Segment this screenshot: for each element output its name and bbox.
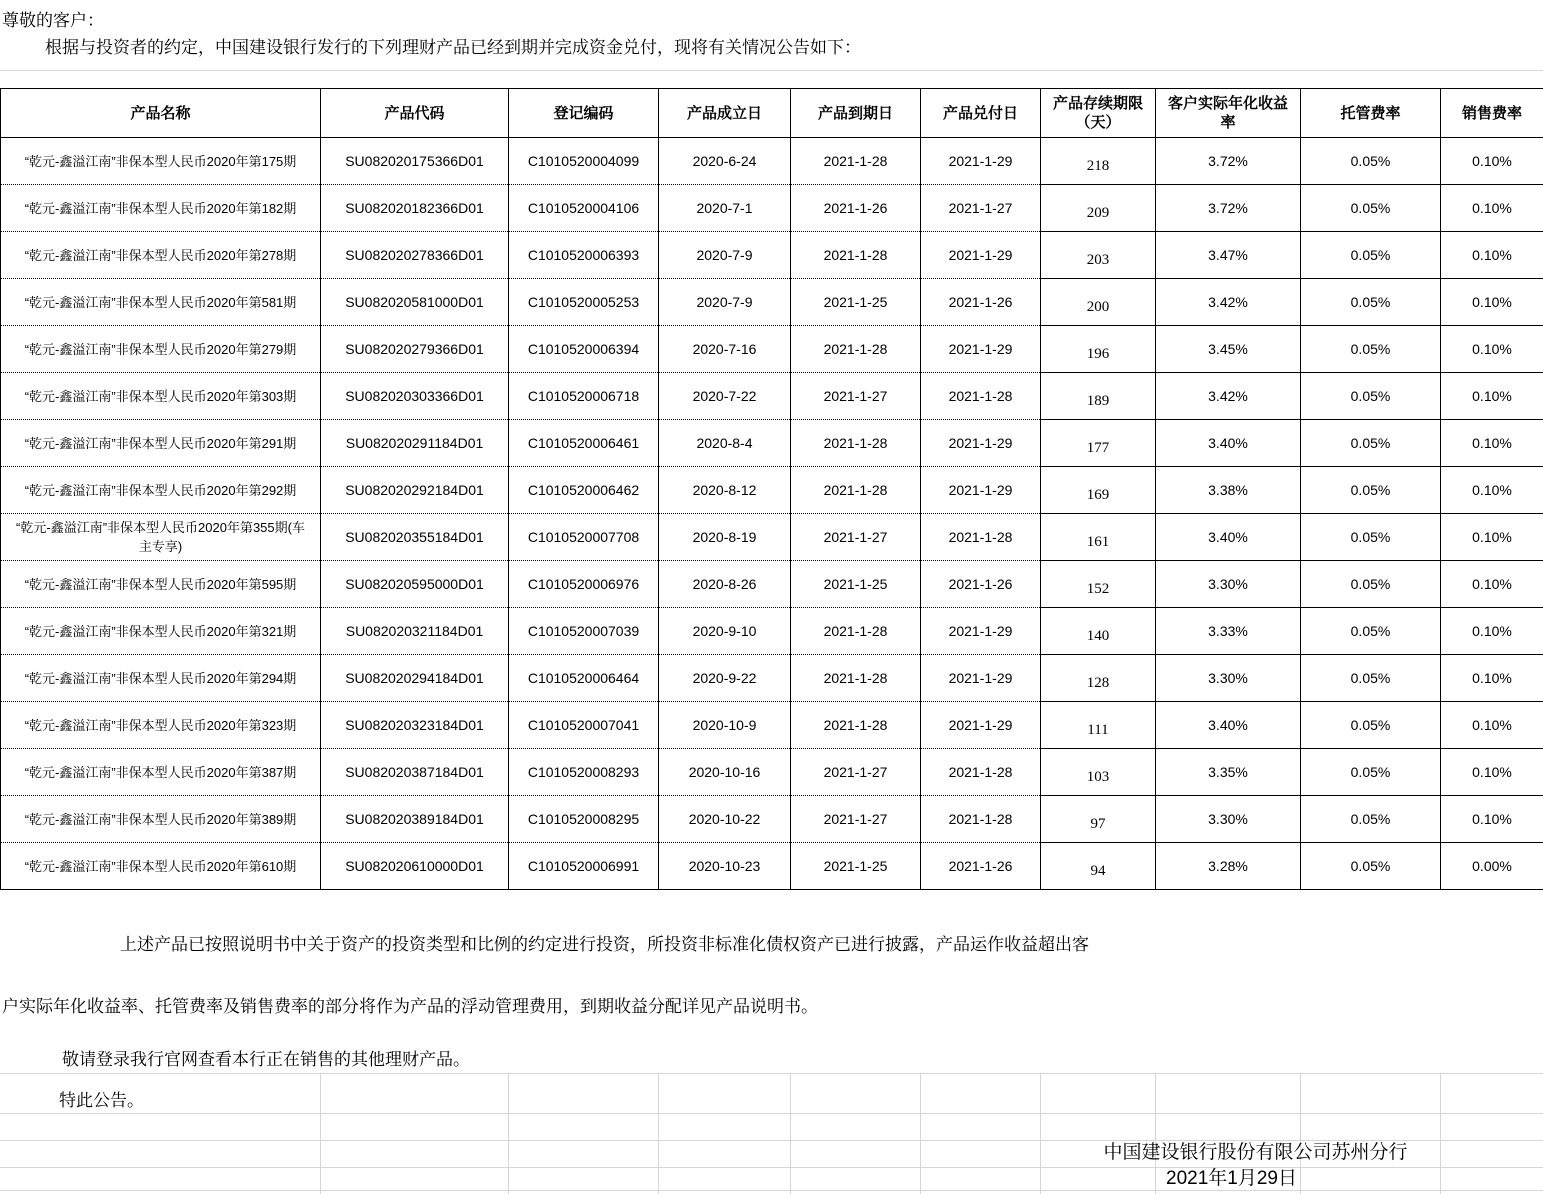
table-cell: 0.10% [1441,749,1543,796]
table-cell: C1010520004106 [509,185,659,232]
table-header-row [1,89,1543,138]
table-row [1,796,1543,843]
table-cell: 2020-8-4 [659,420,791,467]
table-cell: “乾元-鑫溢江南”非保本型人民币2020年第303期 [1,373,321,420]
table-cell: C1010520006991 [509,843,659,890]
table-row [1,702,1543,749]
table-cell: 2021-1-28 [921,749,1041,796]
table-cell: 196 [1041,326,1156,373]
column-header: 产品成立日 [659,89,791,138]
table-row [1,843,1543,890]
table-cell: 2020-6-24 [659,138,791,185]
table-cell: 3.40% [1156,420,1301,467]
table-cell: 0.05% [1301,796,1441,843]
gridline [320,1073,321,1194]
table-cell: 2021-1-27 [921,185,1041,232]
table-row [1,373,1543,420]
table-cell: 203 [1041,232,1156,279]
column-header: 客户实际年化收益率 [1156,89,1301,138]
table-cell: 152 [1041,561,1156,608]
column-header: 产品存续期限（天） [1041,89,1156,138]
table-cell: 3.47% [1156,232,1301,279]
table-cell: 3.40% [1156,702,1301,749]
table-cell: 0.10% [1441,608,1543,655]
table-cell: 2021-1-28 [791,326,921,373]
table-cell: SU082020610000D01 [321,843,509,890]
table-cell: 2020-8-12 [659,467,791,514]
table-row [1,514,1543,561]
table-cell: 2021-1-26 [791,185,921,232]
table-cell: 2021-1-28 [791,467,921,514]
signature-block [920,1139,1543,1191]
table-cell: 2021-1-27 [791,373,921,420]
table-cell: 2020-9-10 [659,608,791,655]
column-header: 产品兑付日 [921,89,1041,138]
table-cell: 0.05% [1301,514,1441,561]
table-cell: 2021-1-29 [921,467,1041,514]
table-row [1,749,1543,796]
table-cell: 97 [1041,796,1156,843]
table-cell: 189 [1041,373,1156,420]
table-cell: 0.05% [1301,843,1441,890]
table-cell: 0.05% [1301,185,1441,232]
table-cell: SU082020279366D01 [321,326,509,373]
table-cell: 3.45% [1156,326,1301,373]
table-cell: 3.38% [1156,467,1301,514]
table-cell: SU082020323184D01 [321,702,509,749]
gridline [0,70,1543,71]
table-cell: 0.10% [1441,561,1543,608]
table-cell: 3.28% [1156,843,1301,890]
table-cell: C1010520007708 [509,514,659,561]
column-header: 产品名称 [1,89,321,138]
table-cell: “乾元-鑫溢江南”非保本型人民币2020年第294期 [1,655,321,702]
table-cell: “乾元-鑫溢江南”非保本型人民币2020年第321期 [1,608,321,655]
table-cell: 0.10% [1441,232,1543,279]
table-cell: C1010520005253 [509,279,659,326]
table-cell: SU082020389184D01 [321,796,509,843]
table-cell: C1010520006464 [509,655,659,702]
table-row [1,279,1543,326]
table-cell: 0.05% [1301,279,1441,326]
table-row [1,420,1543,467]
table-cell: 3.40% [1156,514,1301,561]
table-cell: SU082020175366D01 [321,138,509,185]
table-cell: 177 [1041,420,1156,467]
table-cell: 2021-1-28 [791,608,921,655]
table-cell: SU082020278366D01 [321,232,509,279]
table-cell: 2021-1-29 [921,326,1041,373]
table-cell: 111 [1041,702,1156,749]
table-cell: 0.05% [1301,232,1441,279]
table-cell: 0.10% [1441,373,1543,420]
table-cell: C1010520006393 [509,232,659,279]
column-header: 产品到期日 [791,89,921,138]
table-row [1,467,1543,514]
table-cell: 2021-1-28 [791,420,921,467]
table-cell: 2021-1-26 [921,561,1041,608]
table-row [1,138,1543,185]
table-cell: SU082020355184D01 [321,514,509,561]
table-cell: 2021-1-28 [921,514,1041,561]
table-cell: 2021-1-25 [791,279,921,326]
table-cell: C1010520008295 [509,796,659,843]
column-header: 产品代码 [321,89,509,138]
table-cell: SU082020291184D01 [321,420,509,467]
table-cell: 0.10% [1441,702,1543,749]
table-cell: 3.42% [1156,279,1301,326]
table-cell: 0.10% [1441,796,1543,843]
table-cell: 94 [1041,843,1156,890]
table-cell: 2020-7-9 [659,232,791,279]
footer-paragraph-line1: 上述产品已按照说明书中关于资产的投资类型和比例的约定进行投资，所投资非标准化债权资产已进行披露，产品运作收益超出客 [120,935,1089,954]
table-cell: 0.10% [1441,420,1543,467]
table-cell: 2021-1-29 [921,232,1041,279]
table-cell: 2021-1-27 [791,514,921,561]
table-row [1,185,1543,232]
table-cell: SU082020581000D01 [321,279,509,326]
table-cell: 2021-1-29 [921,138,1041,185]
table-cell: 0.10% [1441,138,1543,185]
table-cell: SU082020595000D01 [321,561,509,608]
table-cell: C1010520008293 [509,749,659,796]
table-cell: 0.10% [1441,279,1543,326]
table-cell: “乾元-鑫溢江南”非保本型人民币2020年第610期 [1,843,321,890]
table-cell: 2021-1-26 [921,843,1041,890]
footer-note-line: 敬请登录我行官网查看本行正在销售的其他理财产品。 [62,1050,470,1069]
table-cell: 103 [1041,749,1156,796]
table-row [1,561,1543,608]
table-cell: 2020-10-22 [659,796,791,843]
table-cell: 0.05% [1301,561,1441,608]
table-cell: 2021-1-25 [791,843,921,890]
table-cell: “乾元-鑫溢江南”非保本型人民币2020年第291期 [1,420,321,467]
table-cell: 3.30% [1156,561,1301,608]
table-cell: 161 [1041,514,1156,561]
table-cell: 2020-10-9 [659,702,791,749]
table-cell: 3.35% [1156,749,1301,796]
table-cell: 2021-1-27 [791,749,921,796]
table-cell: “乾元-鑫溢江南”非保本型人民币2020年第175期 [1,138,321,185]
table-cell: 0.05% [1301,420,1441,467]
greeting-line: 尊敬的客户： [2,11,104,30]
table-cell: 2020-8-19 [659,514,791,561]
table-cell: 2021-1-25 [791,561,921,608]
table-cell: “乾元-鑫溢江南”非保本型人民币2020年第278期 [1,232,321,279]
table-cell: 2020-7-16 [659,326,791,373]
table-cell: 2021-1-28 [921,373,1041,420]
table-cell: SU082020294184D01 [321,655,509,702]
table-cell: “乾元-鑫溢江南”非保本型人民币2020年第595期 [1,561,321,608]
table-cell: C1010520006461 [509,420,659,467]
table-cell: 0.05% [1301,702,1441,749]
gridline [658,1073,659,1194]
table-cell: 0.05% [1301,138,1441,185]
table-cell: “乾元-鑫溢江南”非保本型人民币2020年第323期 [1,702,321,749]
table-cell: 2020-10-23 [659,843,791,890]
table-cell: 2021-1-28 [791,138,921,185]
table-cell: 0.05% [1301,749,1441,796]
table-cell: C1010520006462 [509,467,659,514]
table-cell: “乾元-鑫溢江南”非保本型人民币2020年第581期 [1,279,321,326]
table-cell: 3.33% [1156,608,1301,655]
table-cell: 200 [1041,279,1156,326]
table-cell: 2020-8-26 [659,561,791,608]
table-cell: 169 [1041,467,1156,514]
signature-date: 2021年1月29日 [1166,1168,1297,1189]
table-cell: 0.10% [1441,467,1543,514]
gridline [790,1073,791,1194]
table-row [1,326,1543,373]
table-row [1,232,1543,279]
table-cell: 3.42% [1156,373,1301,420]
table-cell: “乾元-鑫溢江南”非保本型人民币2020年第387期 [1,749,321,796]
table-row [1,608,1543,655]
gridline [0,1073,1543,1074]
table-cell: SU082020292184D01 [321,467,509,514]
table-cell: 128 [1041,655,1156,702]
table-cell: 3.72% [1156,138,1301,185]
table-cell: 218 [1041,138,1156,185]
table-cell: 0.05% [1301,655,1441,702]
table-cell: 0.10% [1441,655,1543,702]
table-cell: C1010520004099 [509,138,659,185]
table-cell: 0.10% [1441,185,1543,232]
table-cell: C1010520006718 [509,373,659,420]
table-cell: 2020-7-1 [659,185,791,232]
table-cell: C1010520006394 [509,326,659,373]
table-cell: 2021-1-29 [921,655,1041,702]
table-cell: 3.72% [1156,185,1301,232]
table-cell: 2021-1-29 [921,702,1041,749]
table-cell: 2021-1-27 [791,796,921,843]
table-cell: 2021-1-26 [921,279,1041,326]
footer-closing-line: 特此公告。 [59,1091,144,1110]
footer-paragraph-line2: 户实际年化收益率、托管费率及销售费率的部分将作为产品的浮动管理费用，到期收益分配详见产品说明书。 [2,997,818,1016]
table-cell: 2021-1-28 [791,702,921,749]
table-cell: SU082020321184D01 [321,608,509,655]
table-cell: 2021-1-28 [791,655,921,702]
column-header: 登记编码 [509,89,659,138]
table-cell: 0.10% [1441,326,1543,373]
table-cell: 3.30% [1156,796,1301,843]
gridline [0,1113,1543,1114]
products-table [0,88,1543,890]
table-cell: 2020-7-9 [659,279,791,326]
table-cell: SU082020182366D01 [321,185,509,232]
table-cell: 2021-1-29 [921,608,1041,655]
table-cell: C1010520007039 [509,608,659,655]
column-header: 销售费率 [1441,89,1543,138]
table-cell: 0.05% [1301,373,1441,420]
intro-line: 根据与投资者的约定，中国建设银行发行的下列理财产品已经到期并完成资金兑付，现将有关情况公告如下： [45,38,861,57]
table-cell: 3.30% [1156,655,1301,702]
table-cell: 2020-7-22 [659,373,791,420]
table-cell: 0.05% [1301,608,1441,655]
table-cell: “乾元-鑫溢江南”非保本型人民币2020年第279期 [1,326,321,373]
table-cell: 209 [1041,185,1156,232]
table-cell: 0.05% [1301,467,1441,514]
table-cell: 0.10% [1441,514,1543,561]
column-header: 托管费率 [1301,89,1441,138]
table-cell: C1010520006976 [509,561,659,608]
table-cell: C1010520007041 [509,702,659,749]
table-cell: “乾元-鑫溢江南”非保本型人民币2020年第292期 [1,467,321,514]
signature-company: 中国建设银行股份有限公司苏州分行 [1103,1142,1408,1163]
table-cell: 2020-9-22 [659,655,791,702]
table-cell: 2021-1-29 [921,420,1041,467]
table-cell: SU082020387184D01 [321,749,509,796]
table-cell: “乾元-鑫溢江南”非保本型人民币2020年第182期 [1,185,321,232]
table-cell: “乾元-鑫溢江南”非保本型人民币2020年第355期(车主专享) [1,514,321,561]
table-cell: SU082020303366D01 [321,373,509,420]
gridline [508,1073,509,1194]
table-cell: “乾元-鑫溢江南”非保本型人民币2020年第389期 [1,796,321,843]
table-cell: 2021-1-28 [791,232,921,279]
table-cell: 0.00% [1441,843,1543,890]
table-cell: 2021-1-28 [921,796,1041,843]
table-cell: 0.05% [1301,326,1441,373]
table-cell: 140 [1041,608,1156,655]
table-row [1,655,1543,702]
table-cell: 2020-10-16 [659,749,791,796]
